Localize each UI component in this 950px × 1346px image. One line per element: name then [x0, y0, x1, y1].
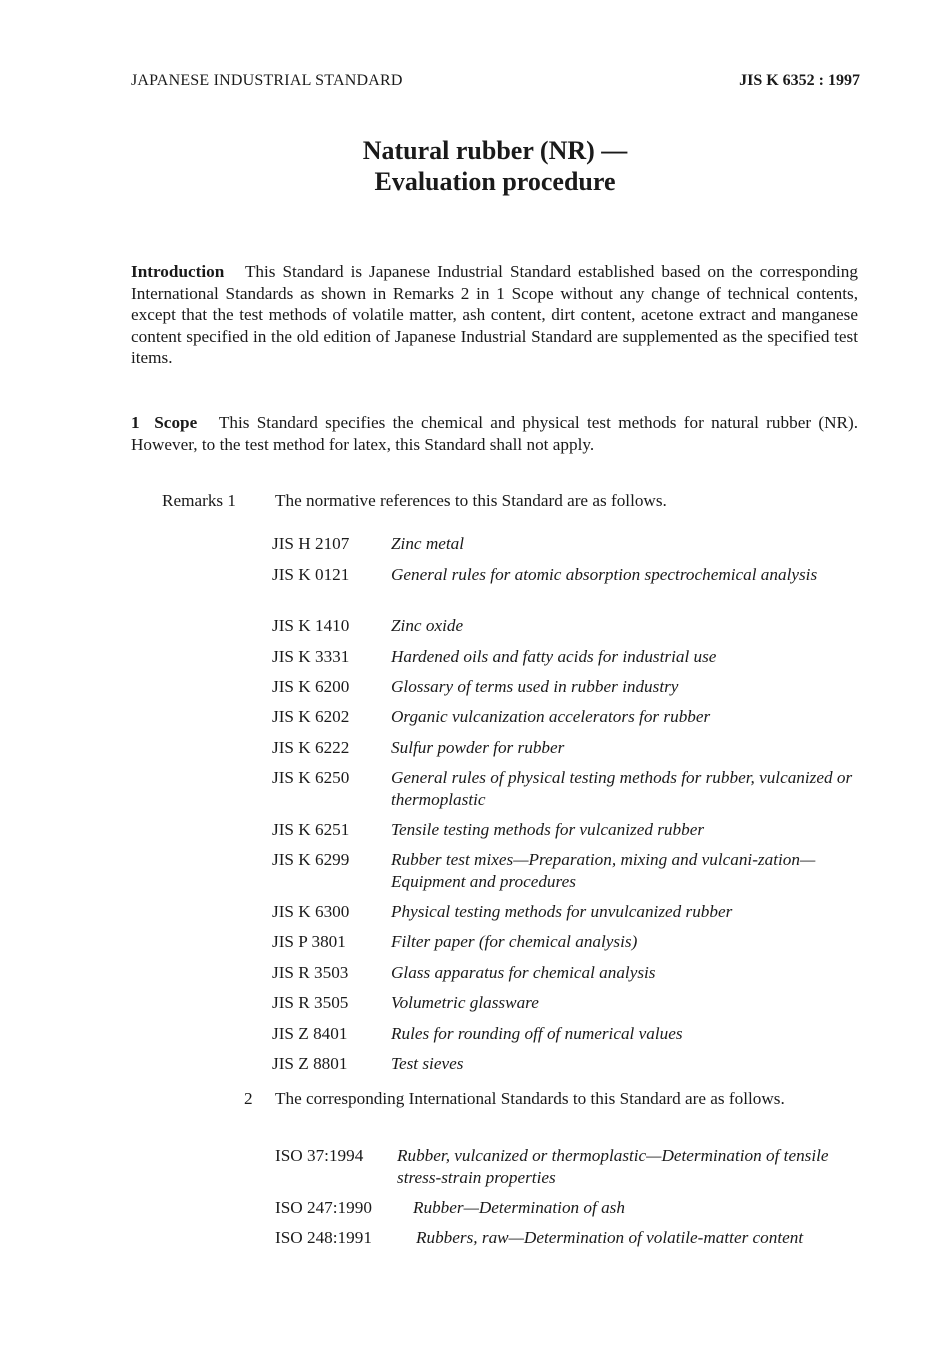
reference-title: Filter paper (for chemical analysis) — [391, 932, 638, 951]
reference-code: JIS K 3331 — [272, 647, 350, 666]
reference-code: ISO 247:1990 — [275, 1198, 372, 1217]
reference-code: JIS K 6202 — [272, 707, 350, 726]
reference-code: JIS K 1410 — [272, 616, 350, 635]
reference-code: ISO 37:1994 — [275, 1146, 364, 1165]
header-left: JAPANESE INDUSTRIAL STANDARD — [131, 72, 403, 89]
reference-code: ISO 248:1991 — [275, 1228, 372, 1247]
reference-title: Glossary of terms used in rubber industry — [391, 677, 679, 696]
reference-code: JIS R 3503 — [272, 963, 349, 982]
reference-code: JIS R 3505 — [272, 993, 349, 1012]
reference-title: General rules of physical testing methods for rubber, vulcanized or thermoplastic — [391, 768, 853, 809]
reference-title: General rules for atomic absorption spectrochemical analysis — [391, 565, 818, 584]
reference-title: Organic vulcanization accelerators for rubber — [391, 707, 711, 726]
reference-code: JIS K 6200 — [272, 677, 350, 696]
reference-title: Zinc oxide — [391, 616, 464, 635]
reference-code: JIS P 3801 — [272, 932, 346, 951]
remarks-1-label: Remarks 1 — [162, 491, 236, 510]
reference-code: JIS K 6299 — [272, 850, 350, 869]
reference-title: Physical testing methods for unvulcanized rubber — [391, 902, 733, 921]
reference-title: Hardened oils and fatty acids for industrial use — [391, 647, 717, 666]
scope-paragraph — [131, 412, 858, 455]
reference-title: Zinc metal — [391, 534, 465, 553]
reference-title: Rubber test mixes—Preparation, mixing and vulcani-zation—Equipment and procedures — [391, 850, 816, 891]
reference-title: Test sieves — [391, 1054, 464, 1073]
reference-title: Volumetric glassware — [391, 993, 539, 1012]
reference-code: JIS K 6250 — [272, 768, 350, 787]
reference-title: Rubber—Determination of ash — [413, 1198, 625, 1217]
remarks-1-text: The normative references to this Standard are as follows. — [275, 491, 667, 510]
header-right: JIS K 6352 : 1997 — [739, 72, 860, 89]
reference-title: Glass apparatus for chemical analysis — [391, 963, 656, 982]
scope-heading: Scope — [154, 413, 198, 432]
reference-code: JIS Z 8801 — [272, 1054, 348, 1073]
reference-code: JIS K 6300 — [272, 902, 350, 921]
introduction-paragraph — [131, 261, 858, 369]
title-line-2: Evaluation procedure — [374, 167, 616, 196]
reference-title: Tensile testing methods for vulcanized rubber — [391, 820, 705, 839]
scope-text: This Standard specifies the chemical and physical test methods for natural rubber (NR). However, to the test method for latex, this Standard shall not apply. — [131, 413, 858, 454]
scope-number: 1 — [131, 413, 140, 432]
remarks-2-text: The corresponding International Standards to this Standard are as follows. — [275, 1089, 785, 1108]
reference-title: Sulfur powder for rubber — [391, 738, 565, 757]
reference-title: Rubbers, raw—Determination of volatile-matter content — [416, 1228, 804, 1247]
reference-code: JIS K 6222 — [272, 738, 350, 757]
title-line-1: Natural rubber (NR) — — [362, 136, 628, 165]
introduction-text: This Standard is Japanese Industrial Standard established based on the corresponding International Standards as shown in Remarks 2 in 1 Scope without any change of technical contents, except that the test methods of volatile matter, ash content, dirt content, acetone extract and manganese content specified in the old edition of Japanese Industrial Standard are supplemented as the specified test items. — [131, 262, 858, 368]
reference-code: JIS H 2107 — [272, 534, 350, 553]
reference-title: Rubber, vulcanized or thermoplastic—Determination of tensile stress-strain properties — [397, 1146, 829, 1187]
reference-code: JIS Z 8401 — [272, 1024, 348, 1043]
introduction-heading: Introduction — [131, 262, 225, 281]
reference-code: JIS K 0121 — [272, 565, 350, 584]
reference-code: JIS K 6251 — [272, 820, 350, 839]
remarks-2-label: 2 — [244, 1089, 253, 1108]
reference-title: Rules for rounding off of numerical values — [391, 1024, 683, 1043]
